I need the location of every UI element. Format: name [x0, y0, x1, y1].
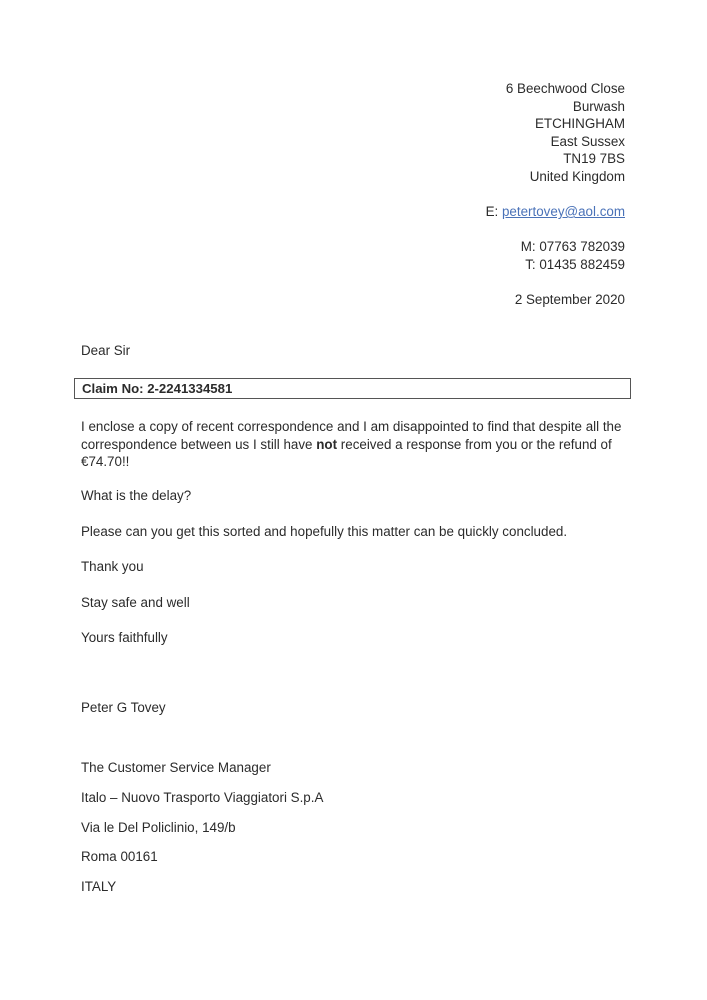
sender-address-line: TN19 7BS — [563, 151, 625, 167]
paragraph-text: received a response from you or the refund of €74.70!! — [81, 436, 612, 470]
sender-phones — [521, 238, 625, 273]
emphasis-not: not — [316, 436, 338, 452]
paragraph-text: I enclose a copy of recent correspondence and I am disappointed to find that despite all the correspondence between us I still have — [81, 419, 622, 452]
sender-address-line: 6 Beechwood Close — [505, 81, 625, 96]
recipient-line: Via le Del Policlinio, 149/b — [81, 819, 236, 835]
mobile-number: M: 07763 782039 — [520, 239, 625, 254]
recipient-address — [81, 753, 323, 902]
paragraph-enclose — [81, 418, 641, 471]
sender-address-line: ETCHINGHAM — [534, 116, 625, 132]
sender-address-line: Burwash — [572, 98, 625, 114]
letter-date: 2 September 2020 — [514, 292, 625, 307]
email-label: E: — [485, 204, 502, 219]
paragraph-stay-safe: Stay safe and well — [81, 595, 190, 610]
paragraph-delay: What is the delay? — [81, 488, 192, 503]
salutation: Dear Sir — [81, 343, 131, 358]
recipient-line: Italo – Nuovo Trasporto Viaggiatori S.p.A — [81, 789, 324, 805]
recipient-line: ITALY — [81, 879, 117, 895]
sender-address — [506, 80, 625, 186]
closing: Yours faithfully — [81, 630, 168, 645]
recipient-line: The Customer Service Manager — [81, 760, 271, 775]
telephone-number: T: 01435 882459 — [525, 256, 625, 272]
sender-address-line: East Sussex — [550, 133, 625, 149]
signature-name: Peter G Tovey — [81, 700, 166, 715]
recipient-line: Roma 00161 — [81, 849, 158, 865]
paragraph-thanks: Thank you — [81, 559, 144, 574]
claim-reference-box: Claim No: 2-2241334581 — [74, 378, 631, 399]
sender-address-line: United Kingdom — [529, 168, 625, 184]
email-link[interactable]: petertovey@aol.com — [501, 204, 625, 219]
paragraph-request: Please can you get this sorted and hopefully this matter can be quickly concluded. — [81, 524, 568, 539]
sender-email-line — [486, 204, 625, 219]
